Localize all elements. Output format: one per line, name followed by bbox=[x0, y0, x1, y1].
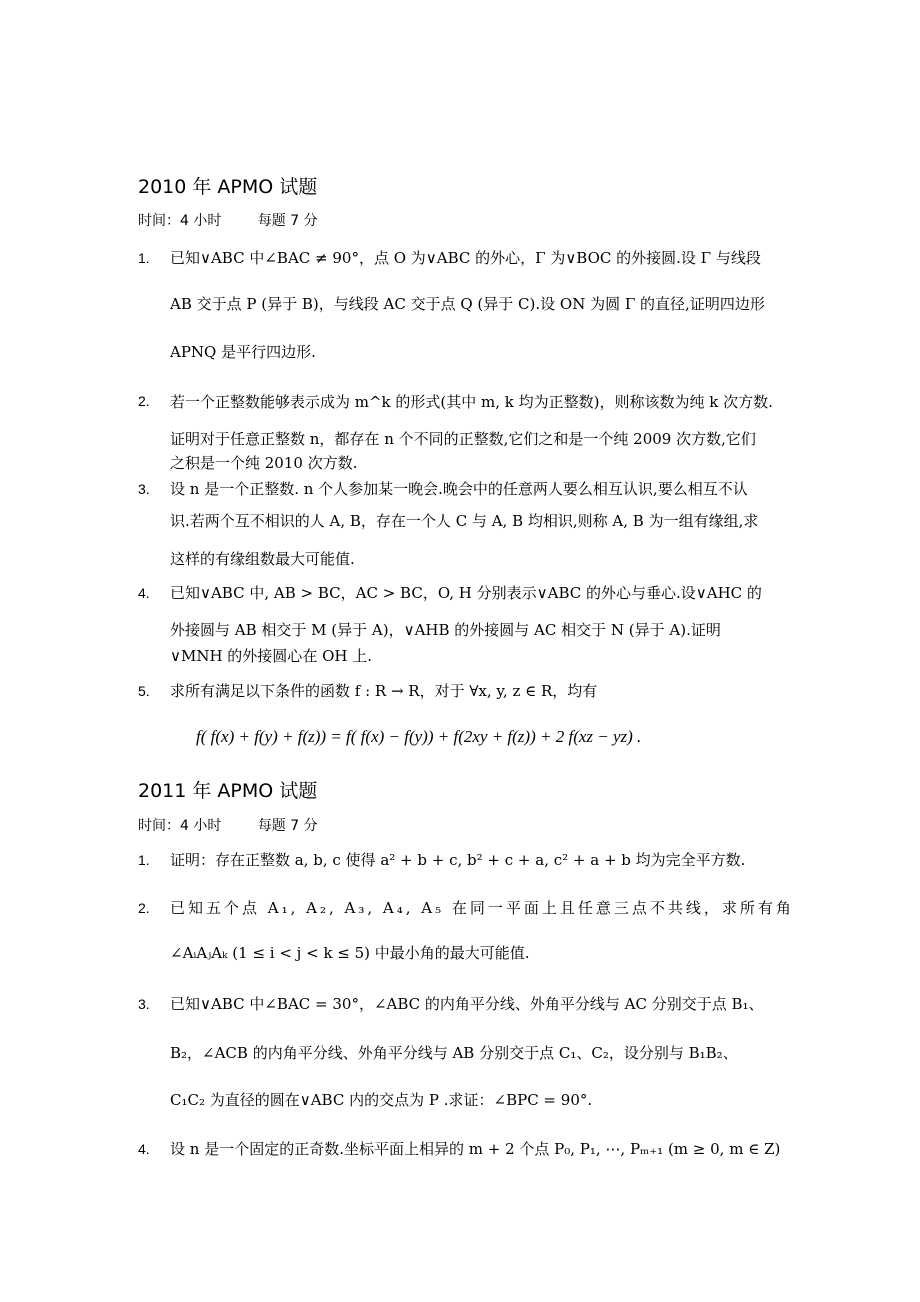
time-limit: 时间：4 小时 bbox=[138, 213, 222, 229]
problem-number: 2. bbox=[138, 900, 150, 916]
problem-line: 证明对于任意正整数 n，都存在 n 个不同的正整数,它们之和是一个纯 2009 次方数,它们 bbox=[170, 430, 756, 448]
problem-number: 2. bbox=[138, 393, 150, 409]
problem-line: 设 n 是一个固定的正奇数.坐标平面上相异的 m + 2 个点 P₀, P₁, ⋯, Pₘ₊₁ (m ≥ 0, m ∈ Z) bbox=[170, 1140, 781, 1158]
problem-line: APNQ 是平行四边形. bbox=[170, 343, 316, 361]
problem-number: 3. bbox=[138, 481, 150, 497]
problem-line: 设 n 是一个正整数. n 个人参加某一晚会.晚会中的任意两人要么相互认识,要么相互不认 bbox=[170, 480, 748, 498]
section-title-2011: 2011 年 APMO 试题 bbox=[138, 780, 318, 802]
problem-line: 证明：存在正整数 a, b, c 使得 a² + b + c, b² + c + a, c² + a + b 均为完全平方数. bbox=[170, 851, 746, 869]
section-title-2010: 2010 年 APMO 试题 bbox=[138, 176, 318, 198]
problem-line: 之积是一个纯 2010 次方数. bbox=[170, 454, 358, 472]
problem-number: 1. bbox=[138, 852, 150, 868]
problem-number: 1. bbox=[138, 250, 150, 266]
section-meta-2011 bbox=[138, 815, 318, 835]
problem-line: C₁C₂ 为直径的圆在∨ABC 内的交点为 P .求证：∠BPC = 90°. bbox=[170, 1091, 593, 1109]
problem-number: 3. bbox=[138, 996, 150, 1012]
problem-line: 这样的有缘组数最大可能值. bbox=[170, 550, 355, 568]
problem-line: 已知∨ABC 中∠BAC = 30°，∠ABC 的内角平分线、外角平分线与 AC 分别交于点 B₁、 bbox=[170, 995, 764, 1013]
section-meta-2010 bbox=[138, 210, 318, 230]
problem-line: ∨MNH 的外接圆心在 OH 上. bbox=[170, 647, 372, 665]
problem-line: 若一个正整数能够表示成为 m^k 的形式(其中 m, k 均为正整数)，则称该数为纯 k 次方数. bbox=[170, 393, 773, 411]
problem-line: B₂，∠ACB 的内角平分线、外角平分线与 AB 分别交于点 C₁、C₂，设分别与 B₁B₂、 bbox=[170, 1044, 738, 1062]
problem-number: 5. bbox=[138, 683, 150, 699]
problem-line: 已知五个点 A₁, A₂, A₃, A₄, A₅ 在同一平面上且任意三点不共线，求所有角 bbox=[170, 899, 794, 917]
problem-line: 识.若两个互不相识的人 A, B，存在一个人 C 与 A, B 均相识,则称 A, B 为一组有缘组,求 bbox=[170, 512, 759, 530]
problem-line: 求所有满足以下条件的函数 f : R → R，对于 ∀x, y, z ∈ R，均有 bbox=[170, 682, 598, 700]
problem-line: ∠AᵢAⱼAₖ (1 ≤ i < j < k ≤ 5) 中最小角的最大可能值. bbox=[170, 944, 530, 962]
score-per-problem: 每题 7 分 bbox=[257, 213, 318, 229]
problem-line: AB 交于点 P (异于 B)，与线段 AC 交于点 Q (异于 C).设 ON 为圆 Γ 的直径,证明四边形 bbox=[170, 295, 765, 313]
problem-number: 4. bbox=[138, 585, 150, 601]
score-per-problem: 每题 7 分 bbox=[257, 818, 318, 834]
problem-line: 外接圆与 AB 相交于 M (异于 A)，∨AHB 的外接圆与 AC 相交于 N (异于 A).证明 bbox=[170, 621, 721, 639]
functional-equation: f( f(x) + f(y) + f(z)) = f( f(x) − f(y)) + f(2xy + f(z)) + 2 f(xz − yz) . bbox=[196, 727, 642, 746]
problem-line: 已知∨ABC 中∠BAC ≠ 90°，点 O 为∨ABC 的外心，Γ 为∨BOC 的外接圆.设 Γ 与线段 bbox=[170, 249, 761, 267]
time-limit: 时间：4 小时 bbox=[138, 818, 222, 834]
problem-number: 4. bbox=[138, 1141, 150, 1157]
problem-line: 已知∨ABC 中, AB > BC，AC > BC，O, H 分别表示∨ABC 的外心与垂心.设∨AHC 的 bbox=[170, 584, 762, 602]
